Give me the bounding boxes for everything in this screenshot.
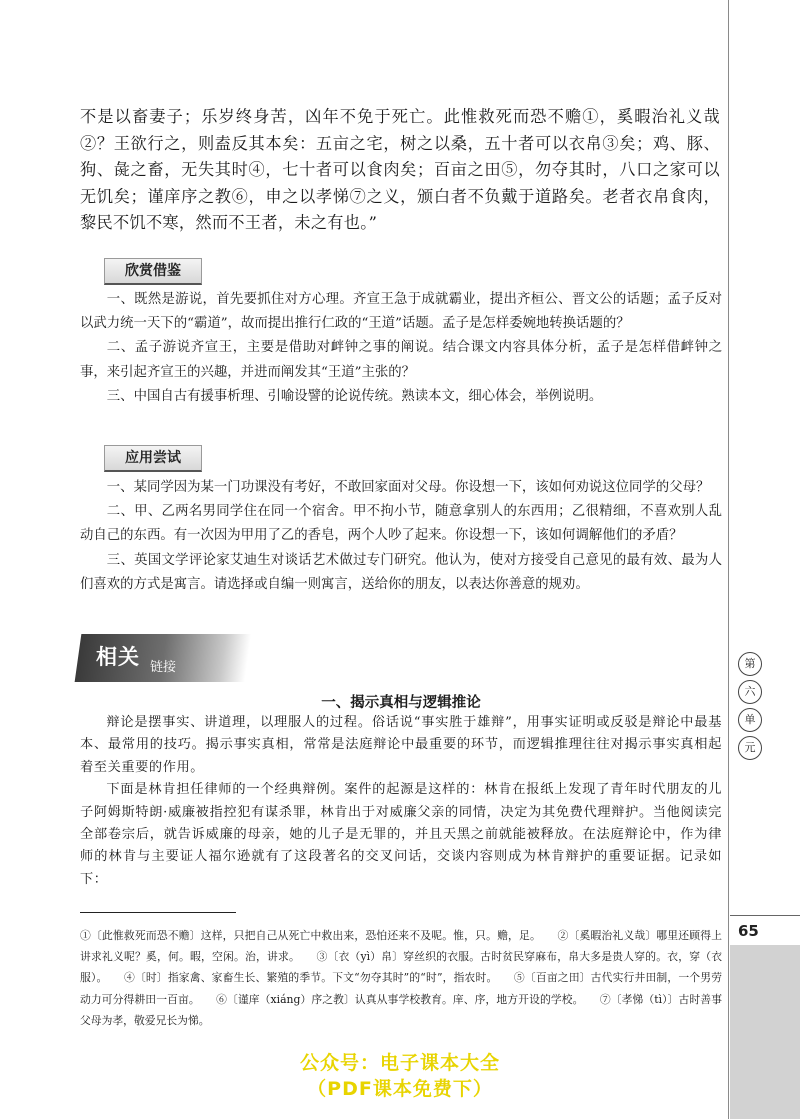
appreciation-questions <box>80 288 722 409</box>
question-paragraph: 二、甲、乙两名男同学住在同一个宿舍。甲不拘小节，随意拿别人的东西用；乙很精细，不喜欢别人乱动自己的东西。有一次因为甲用了乙的香皂，两个人吵了起来。你设想一下，该如何调解他们的矛盾？ <box>80 504 722 544</box>
question-paragraph: 一、既然是游说，首先要抓住对方心理。齐宣王急于成就霸业，提出齐桓公、晋文公的话题；孟子反对以武力统一天下的“霸道”，故而提出推行仁政的“王道”话题。孟子是怎样委婉地转换话题的？ <box>80 292 722 332</box>
unit-char: 元 <box>738 736 762 760</box>
related-paragraph: 下面是林肯担任律师的一个经典辩例。案件的起源是这样的：林肯在报纸上发现了青年时代朋友的儿子阿姆斯特朗·威廉被指控犯有谋杀罪，林肯出于对威廉父亲的同情，决定为其免费代理辩护。当他阅读完全部卷宗后，就告诉威廉的母亲，她的儿子是无罪的，并且天黑之前就能被释放。在法庭辩论中，作为律师的林肯与主要证人福尔逊就有了这段著名的交叉问话，交谈内容则成为林肯辩护的重要证据。记录如下： <box>80 782 722 887</box>
page-number-rule <box>730 915 800 916</box>
page-number: 65 <box>738 922 759 940</box>
promo-line-2: （PDF课本免费下） <box>307 1078 493 1100</box>
unit-char: 第 <box>738 652 762 676</box>
question-paragraph: 二、孟子游说齐宣王，主要是借助对衅钟之事的阐说。结合课文内容具体分析，孟子是怎样借衅钟之事，来引起齐宣王的兴趣，并进而阐发其“王道”主张的？ <box>80 340 722 380</box>
question-paragraph: 一、某同学因为某一门功课没有考好，不敢回家面对父母。你设想一下，该如何劝说这位同学的父母？ <box>106 480 710 495</box>
related-text <box>80 712 722 891</box>
related-link-subtitle: 链接 <box>150 660 177 675</box>
application-questions <box>80 476 722 597</box>
footnote-rule <box>80 912 236 913</box>
question-paragraph: 三、英国文学评论家艾迪生对谈话艺术做过专门研究。他认为，使对方接受自己意见的最有效、最为人们喜欢的方式是寓言。请选择或自编一则寓言，送给你的朋友，以表达你善意的规劝。 <box>80 552 722 592</box>
question-paragraph: 三、中国自古有援事析理、引喻设譬的论说传统。熟读本文，细心体会，举例说明。 <box>106 388 603 404</box>
related-paragraph: 辩论是摆事实、讲道理，以理服人的过程。俗话说“事实胜于雄辩”，用事实证明或反驳是辩论中最基本、最常用的技巧。揭示事实真相，常常是法庭辩论中最重要的环节，而逻辑推理往往对揭示事实真相起着至关重要的作用。 <box>80 715 722 775</box>
related-heading: 一、揭示真相与逻辑推论 <box>321 695 481 711</box>
unit-char: 六 <box>738 680 762 704</box>
unit-char: 单 <box>738 708 762 732</box>
footnote-text: ①〔此惟救死而恐不赡〕这样，只把自己从死亡中救出来，恐怕还来不及呢。惟，只。赡，足。 ②〔奚暇治礼义哉〕哪里还顾得上讲求礼义呢？奚，何。暇，空闲。治，讲求。 ③〔衣（yì）帛〕穿丝织的衣服。古时贫民穿麻布，帛大多是贵人穿的。衣，穿（衣服）。 ④〔时〕指家禽、家畜生长、繁殖的季节。下文“勿夺其时”的“时”，指农时。 ⑤〔百亩之田〕古代实行井田制，一个男劳动力可分得耕田一百亩。 ⑥〔谨庠（xiáng）序之教〕认真从事学校教育。庠、序，地方开设的学校。 ⑦〔孝悌（tì）〕古时善事父母为孝，敬爱兄长为悌。 <box>80 929 722 1027</box>
appreciation-section-label: 欣赏借鉴 <box>104 258 202 285</box>
main-text-passage: 不是以畜妻子；乐岁终身苦，凶年不免于死亡。此惟救死而恐不赡①，奚暇治礼义哉②？王欲行之，则盍反其本矣：五亩之宅，树之以桑，五十者可以衣帛③矣；鸡、豚、狗、彘之畜，无失其时④，七十者可以食肉矣；百亩之田⑤，勿夺其时，八口之家可以无饥矣；谨庠序之教⑥，申之以孝悌⑦之义，颁白者不负戴于道路矣。老者衣帛食肉，黎民不饥不寒，然而不王者，未之有也。” <box>80 107 720 232</box>
unit-label <box>730 652 770 760</box>
promo-line-1: 公众号：电子课本大全 <box>299 1052 500 1074</box>
footnotes <box>80 925 722 1031</box>
application-section-label: 应用尝试 <box>104 445 202 472</box>
related-link-title: 相关 <box>96 645 140 669</box>
